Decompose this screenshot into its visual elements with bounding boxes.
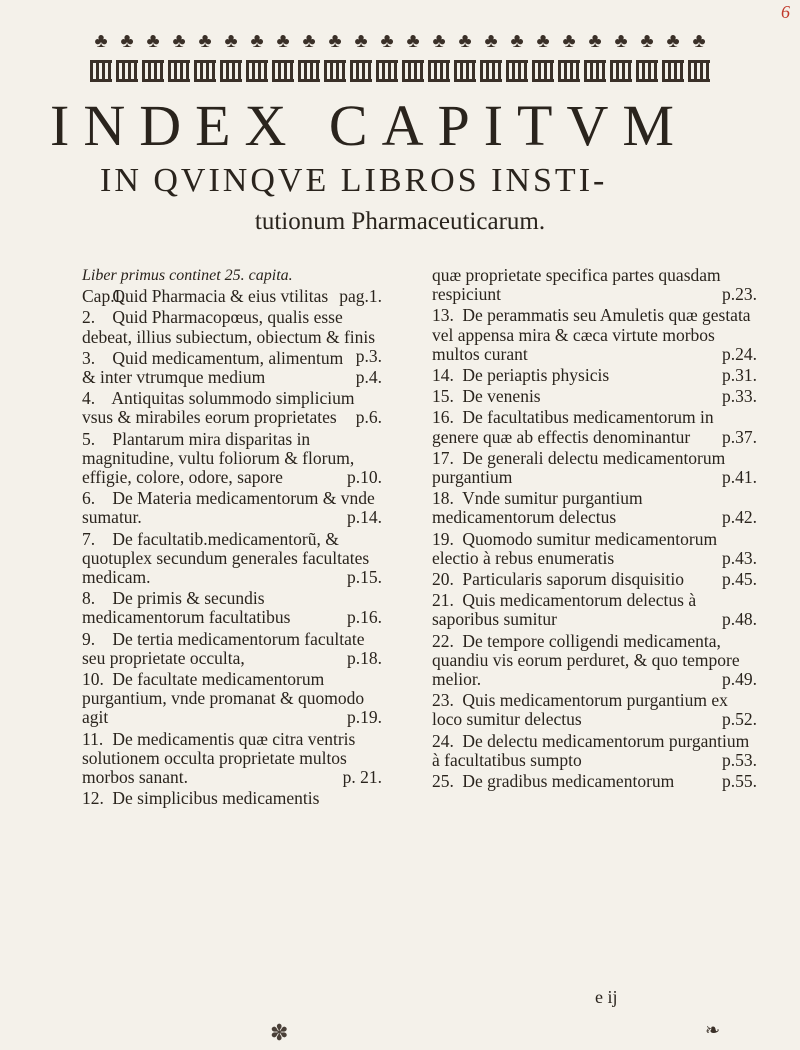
- entry-text: Quid medicamentum, alimentum & inter vtrumque medium: [82, 347, 344, 388]
- entry-text: De delectu medicamentorum purgantium à facultatibus sumpto: [432, 730, 750, 770]
- entry-page-ref: p.55.: [722, 771, 757, 792]
- ink-smudge-icon: ❧: [705, 1020, 721, 1040]
- ornament-block-icon: [90, 60, 112, 82]
- entry-page-ref: p.10.: [347, 467, 382, 488]
- entry-text: Quis medicamentorum purgantium ex loco sumitur delectus: [432, 690, 728, 730]
- entry-text: Quid Pharmacopœus, qualis esse debeat, illius subiectum, obiectum & finis: [82, 307, 376, 347]
- entry-text: De tempore colligendi medicamenta, quandiu vis eorum perduret, & quo tempore melior.: [432, 630, 740, 690]
- entry-text: Plantarum mira disparitas in magnitudine, vultu foliorum & florum, effigie, colore, odore, sapore: [82, 428, 355, 488]
- entry-text: De gradibus medicamentorum: [462, 771, 675, 792]
- ornament-block-icon: [532, 60, 554, 82]
- entry-page-ref: p.48.: [722, 609, 757, 630]
- ornament-block-icon: [688, 60, 710, 82]
- page-number: 6: [781, 2, 790, 22]
- entry-number: 8.: [82, 588, 96, 609]
- index-entry: [82, 345, 382, 388]
- entry-text: De facultatib.medicamentorũ, & quotuplex secundum generales facultates medicam.: [82, 528, 370, 588]
- ornament-block-icon: [168, 60, 190, 82]
- fleuron-icon: ♣: [458, 30, 472, 52]
- index-entry: [82, 670, 382, 728]
- entry-page-ref: p. 21.: [342, 767, 382, 788]
- entry-number: 3.: [82, 347, 96, 368]
- entry-page-ref: p.37.: [722, 426, 757, 447]
- entry-number: 15.: [432, 386, 454, 407]
- entry-page-ref: p.43.: [722, 547, 757, 568]
- marginal-sketch-icon: ✽: [270, 1020, 289, 1045]
- ornament-block-icon: [584, 60, 606, 82]
- entry-text: De generali delectu medicamentorum purgantium: [432, 447, 726, 488]
- entry-number: 10.: [82, 669, 104, 690]
- page-title: INDEX CAPITVM: [50, 93, 688, 158]
- fleuron-icon: ♣: [666, 30, 680, 52]
- ornament-block-icon: [636, 60, 658, 82]
- fleuron-icon: ♣: [354, 30, 368, 52]
- entry-text: De facultatibus medicamentorum in genere quæ ab effectis denominantur: [432, 407, 714, 447]
- fleuron-icon: ♣: [614, 30, 628, 52]
- fleuron-icon: ♣: [588, 30, 602, 52]
- subtitle-line-2: tutionum Pharmaceuticarum.: [254, 208, 546, 235]
- fleuron-icon: ♣: [276, 30, 290, 52]
- entry-page-ref: p.18.: [347, 647, 382, 668]
- entry-number: 7.: [82, 528, 96, 549]
- index-entry: [432, 570, 757, 589]
- fleuron-icon: ♣: [484, 30, 498, 52]
- fleuron-icon: ♣: [432, 30, 446, 52]
- entry-page-ref: p.31.: [722, 365, 757, 386]
- entry-number: 4.: [82, 388, 96, 409]
- index-entry: [82, 789, 382, 808]
- entry-number: 11.: [82, 728, 104, 749]
- fleuron-icon: ♣: [250, 30, 264, 52]
- index-entry: [82, 589, 382, 627]
- entry-text: De medicamentis quæ citra ventris solutionem occulta proprietate multos morbos sanant.: [82, 728, 356, 788]
- index-entry: [82, 630, 382, 668]
- entry-text: Quid Pharmacia & eius vtilitas: [112, 286, 329, 307]
- fleuron-icon: ♣: [172, 30, 186, 52]
- index-entry: [432, 632, 757, 690]
- fleuron-icon: ♣: [536, 30, 550, 52]
- fleuron-icon: ♣: [510, 30, 524, 52]
- entry-number: 21.: [432, 590, 454, 611]
- entry-number: 18.: [432, 488, 454, 509]
- ornament-block-icon: [220, 60, 242, 82]
- entry-page-ref: p.16.: [347, 607, 382, 628]
- entry-page-ref: p.14.: [347, 507, 382, 528]
- entry-page-ref: p.41.: [722, 467, 757, 488]
- liber-heading: Liber primus continet 25. capita.: [82, 267, 293, 284]
- ornament-block-icon: [246, 60, 268, 82]
- entry-text: De venenis: [462, 386, 541, 407]
- entry-text: Quomodo sumitur medicamentorum electio à rebus enumeratis: [432, 528, 718, 568]
- index-entry: [432, 691, 757, 729]
- index-entry: [82, 530, 382, 588]
- entry-page-ref: p.52.: [722, 709, 757, 730]
- fleuron-icon: ♣: [120, 30, 134, 52]
- ornament-block-icon: [662, 60, 684, 82]
- entry-number: 17.: [432, 447, 454, 468]
- fleuron-icon: ♣: [146, 30, 160, 52]
- entry-number: 5.: [82, 428, 96, 449]
- entry-text: De Materia medicamentorum & vnde sumatur.: [82, 488, 375, 528]
- ornament-block-icon: [428, 60, 450, 82]
- entry-page-ref: p.19.: [347, 707, 382, 728]
- entry-text: Vnde sumitur purgantium medicamentorum delectus: [432, 488, 643, 528]
- fleuron-icon: ♣: [640, 30, 654, 52]
- index-entry: [432, 772, 757, 791]
- entry-text: De facultate medicamentorum purgantium, vnde promanat & quomodo agit: [82, 669, 365, 728]
- entry-number: Cap.I.: [82, 286, 125, 307]
- entry-number: 2.: [82, 307, 96, 328]
- index-entry: [432, 591, 757, 629]
- entry-number: 14.: [432, 365, 454, 386]
- entry-text: Quis medicamentorum delectus à saporibus sumitur: [432, 590, 697, 630]
- entry-number: 6.: [82, 488, 96, 509]
- index-entry: [82, 287, 382, 306]
- index-entry: [82, 730, 382, 788]
- index-entry: [432, 489, 757, 527]
- entry-text: De tertia medicamentorum facultate seu proprietate occulta,: [82, 628, 365, 668]
- fleuron-icon: ♣: [380, 30, 394, 52]
- signature-mark: e ij: [595, 987, 618, 1007]
- entry-text: Antiquitas solummodo simplicium vsus & mirabiles eorum proprietates: [82, 388, 355, 428]
- fleuron-icon: ♣: [328, 30, 342, 52]
- ornament-block-icon: [402, 60, 424, 82]
- entry-text: De perammatis seu Amuletis quæ gestata vel appensa mira & cæca virtute morbos multos curant: [432, 305, 751, 364]
- ornament-block-icon: [298, 60, 320, 82]
- entry-page-ref: p.4.: [355, 367, 382, 388]
- ornament-block-icon: [558, 60, 580, 82]
- index-entry: [432, 530, 757, 568]
- index-entry: [432, 366, 757, 385]
- entry-page-ref: p.33.: [722, 386, 757, 407]
- ornament-block-icon: [350, 60, 372, 82]
- fleuron-icon: ♣: [562, 30, 576, 52]
- entry-number: 22.: [432, 630, 454, 651]
- entry-number: 12.: [82, 788, 104, 809]
- entry-number: 20.: [432, 569, 454, 590]
- entry-page-ref: p.49.: [722, 669, 757, 690]
- ornament-block-icon: [324, 60, 346, 82]
- entry-number: 19.: [432, 528, 454, 549]
- entry-number: 25.: [432, 771, 454, 792]
- index-entry: [82, 389, 382, 427]
- entry-page-ref: p.42.: [722, 507, 757, 528]
- fleuron-icon: ♣: [224, 30, 238, 52]
- entry-text: De simplicibus medicamentis: [112, 788, 320, 809]
- index-entry: [432, 306, 757, 364]
- entry-page-ref: p.23.: [722, 284, 757, 305]
- printer-ornament: [90, 28, 710, 86]
- ornament-block-icon: [272, 60, 294, 82]
- entry-number: 23.: [432, 690, 454, 711]
- entry-page-ref: p.15.: [347, 567, 382, 588]
- right-column: [432, 266, 757, 793]
- ornament-block-icon: [142, 60, 164, 82]
- entry-number: 16.: [432, 407, 454, 428]
- index-entry: [432, 387, 757, 406]
- index-entry: [432, 408, 757, 446]
- ornament-block-icon: [454, 60, 476, 82]
- ornament-block-icon: [376, 60, 398, 82]
- fleuron-icon: ♣: [94, 30, 108, 52]
- ornament-block-icon: [610, 60, 632, 82]
- entry-text: Particularis saporum disquisitio: [462, 569, 685, 590]
- ornament-block-icon: [506, 60, 528, 82]
- entry-number: 13.: [432, 305, 454, 326]
- entry-page-ref: p.24.: [722, 343, 757, 364]
- entry-page-ref: p.6.: [355, 407, 382, 428]
- ornament-block-icon: [194, 60, 216, 82]
- entry-text: quæ proprietate specifica partes quasdam respiciunt: [432, 265, 721, 305]
- entry-text: De periaptis physicis: [462, 365, 610, 386]
- entry-number: 9.: [82, 628, 96, 649]
- fleuron-icon: ♣: [692, 30, 706, 52]
- entry-number: 24.: [432, 730, 454, 751]
- index-entry: [82, 489, 382, 527]
- ornament-block-icon: [480, 60, 502, 82]
- index-entry: [82, 307, 382, 366]
- index-entry: [82, 430, 382, 488]
- entry-text: De primis & secundis medicamentorum facultatibus: [82, 588, 291, 628]
- entry-page-ref: p.45.: [722, 569, 757, 590]
- fleuron-icon: ♣: [406, 30, 420, 52]
- subtitle-line-1: IN QVINQVE LIBROS INSTI-: [100, 162, 608, 199]
- entry-page-ref: pag.1.: [339, 286, 382, 307]
- fleuron-icon: ♣: [302, 30, 316, 52]
- continuation-entry: [432, 266, 757, 304]
- index-entry: [432, 732, 757, 770]
- ornament-block-icon: [116, 60, 138, 82]
- index-entry: [432, 449, 757, 487]
- left-column: [82, 266, 382, 810]
- fleuron-icon: ♣: [198, 30, 212, 52]
- entry-page-ref: p.53.: [722, 749, 757, 770]
- entry-page-ref: p.3.: [355, 345, 382, 366]
